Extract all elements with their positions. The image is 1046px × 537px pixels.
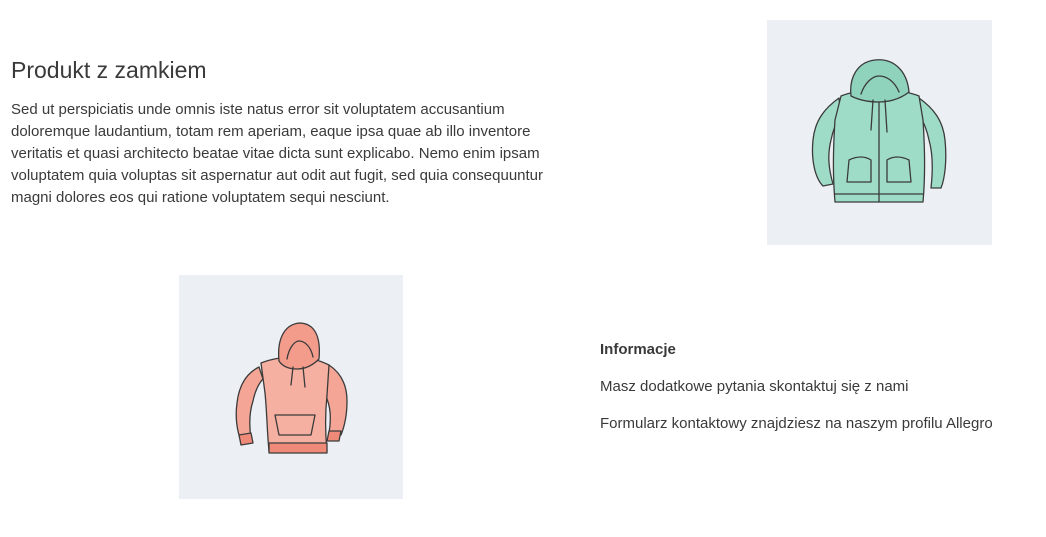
zip-hoodie-icon (767, 20, 992, 245)
info-contact-text: Masz dodatkowe pytania skontaktuj się z nami (600, 378, 909, 395)
pullover-hoodie-icon (179, 275, 403, 499)
pullover-hoodie-image (179, 275, 403, 499)
info-form-text: Formularz kontaktowy znajdziesz na naszym profilu Allegro (600, 415, 993, 432)
product-title: Produkt z zamkiem (11, 57, 207, 83)
zip-hoodie-image (767, 20, 992, 245)
info-heading: Informacje (600, 341, 676, 358)
info-section (600, 340, 1040, 434)
product-description: Sed ut perspiciatis unde omnis iste natus error sit voluptatem accusantium doloremque laudantium, totam rem aperiam, eaque ipsa quae ab illo inventore veritatis et quasi architecto beatae vitae dicta sunt explicabo. Nemo enim ipsam voluptatem quia voluptas sit aspernatur aut odit aut fugit, sed quia consequuntur magni dolores eos qui ratione voluptatem sequi nesciunt. (11, 101, 544, 206)
